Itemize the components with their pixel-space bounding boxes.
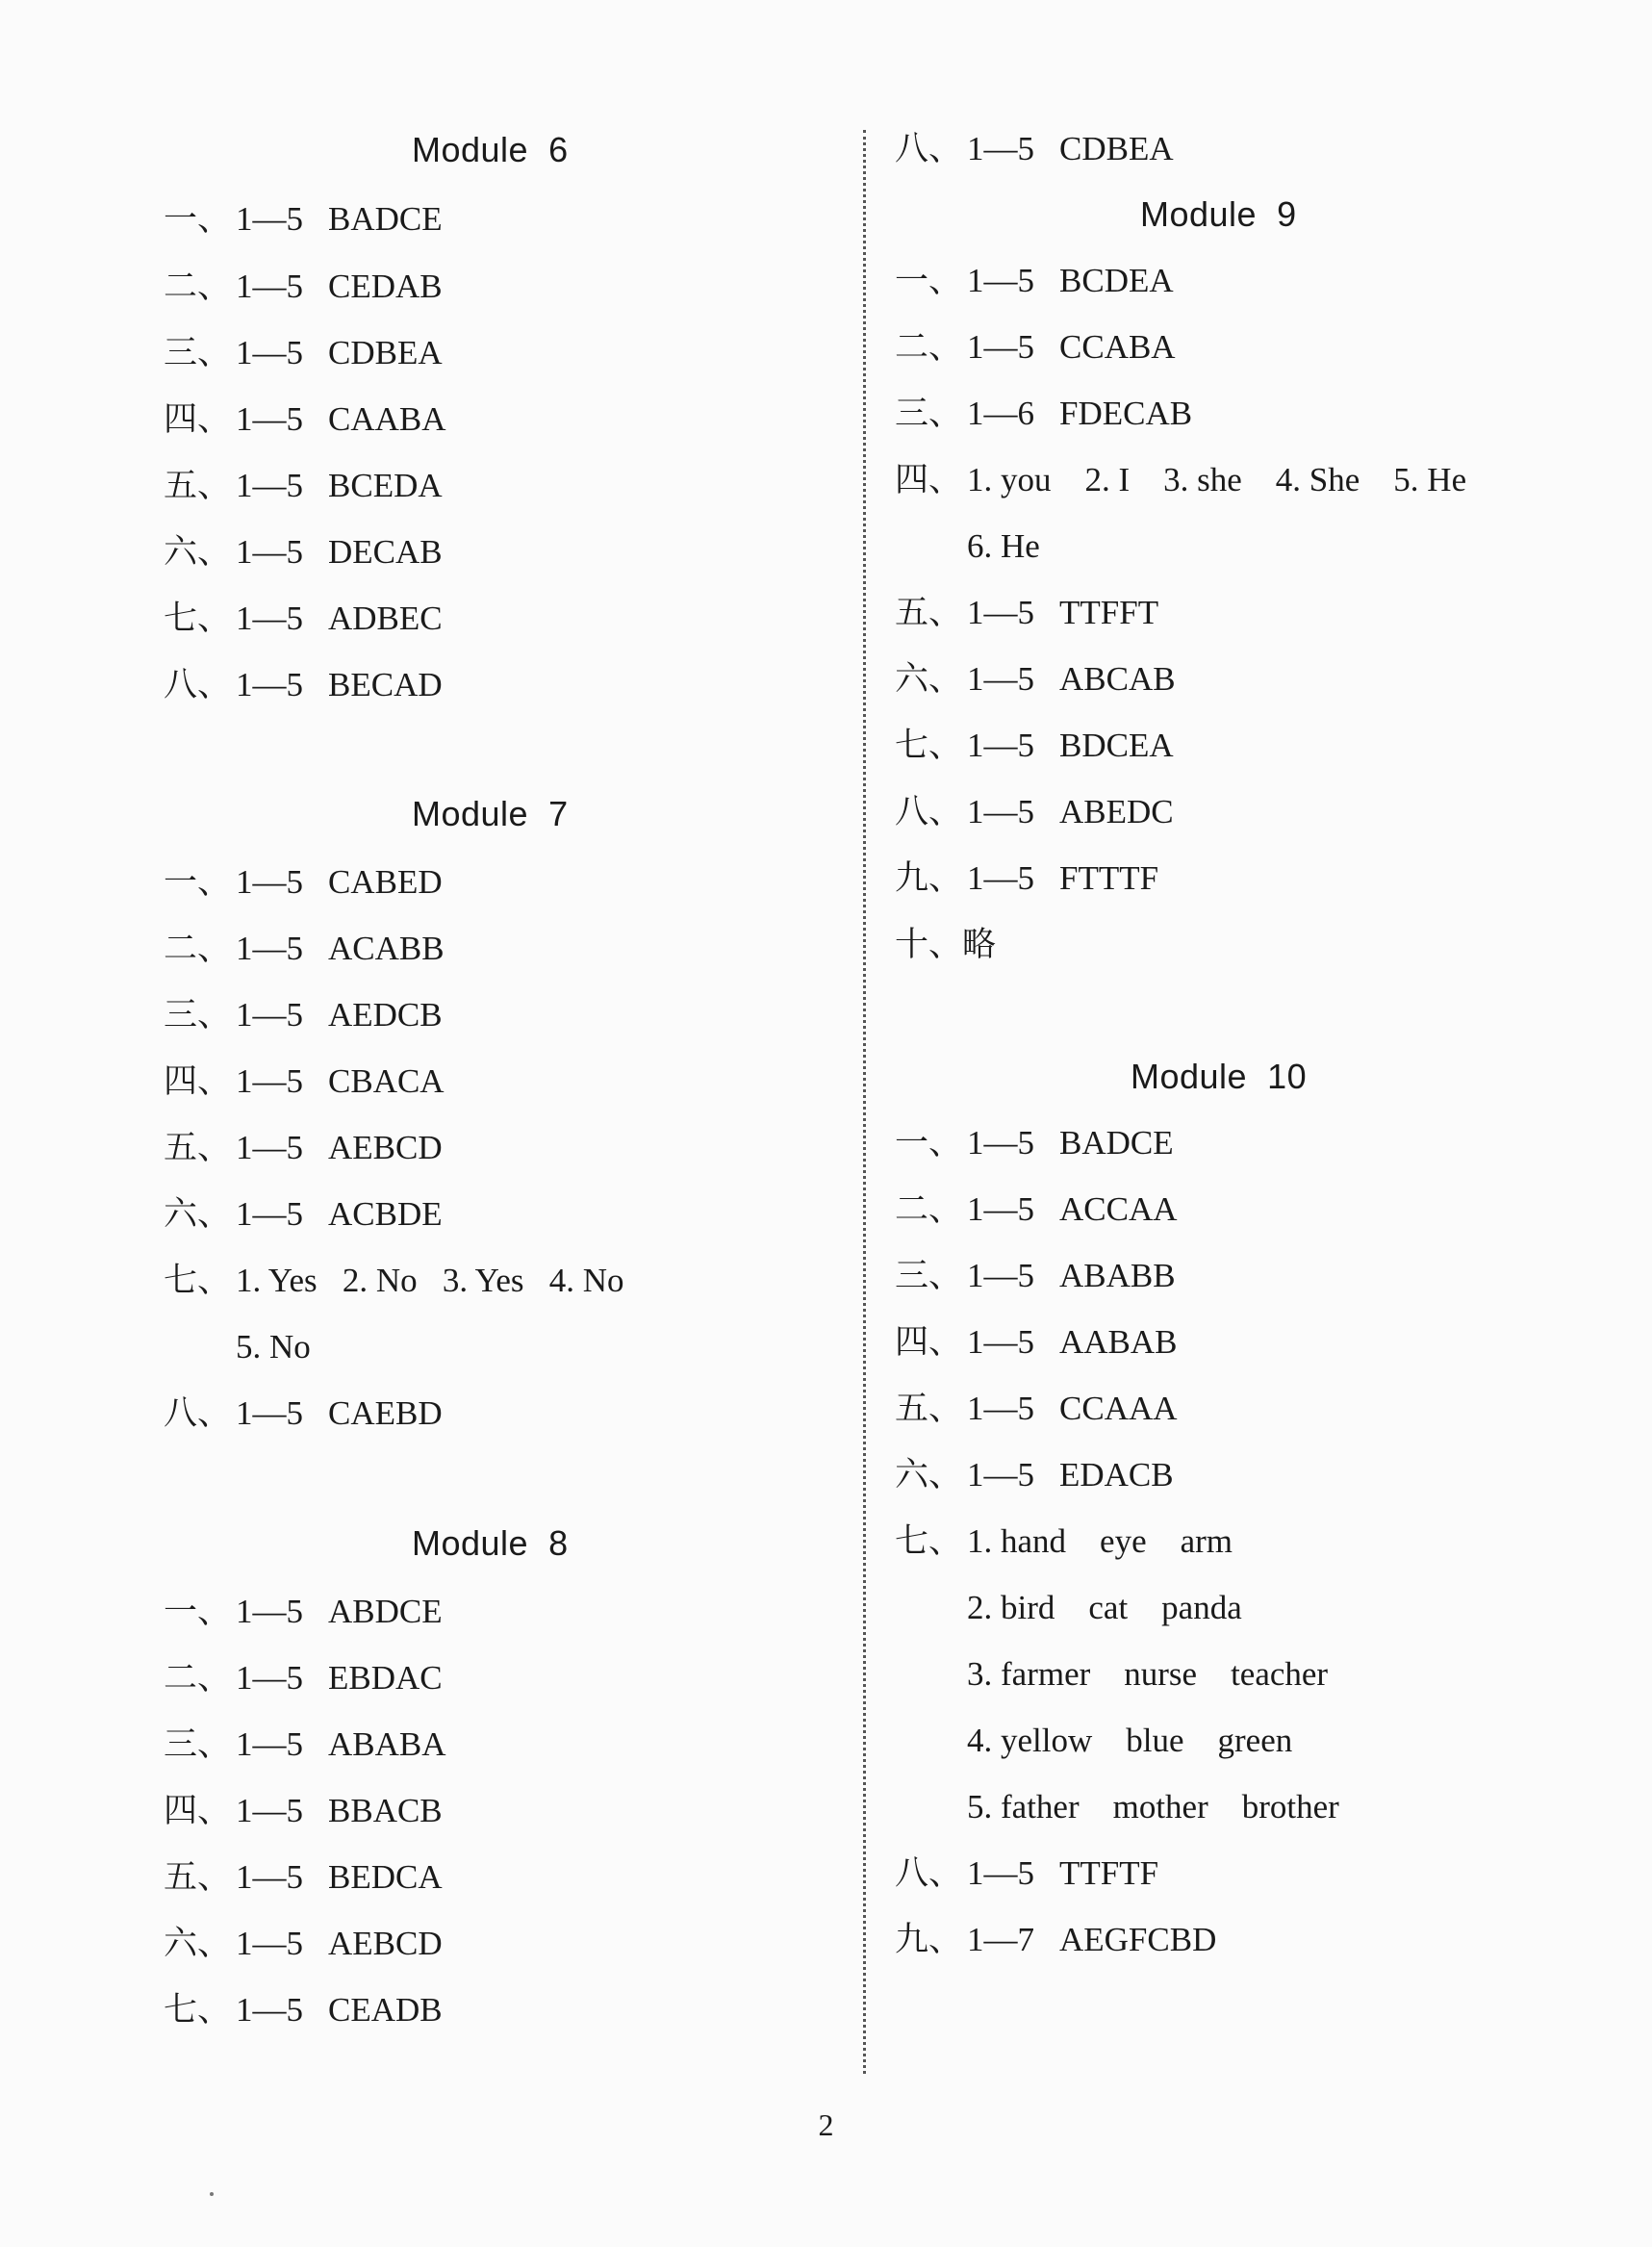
question-number: 七、 [895,1522,963,1560]
answer-text: ABDCE [328,1593,443,1630]
module-6-title: Module 6 [412,130,569,169]
answer-row: 十、略 [895,926,997,963]
question-number: 八、 [164,666,232,703]
question-number: 四、 [895,1323,963,1361]
decorative-dot [210,2192,214,2196]
answer-row [164,600,443,638]
answer-row [164,467,443,505]
question-number: 五、 [164,1858,232,1896]
answer-text: BEDCA [328,1858,443,1896]
answer-text: CCAAA [1059,1390,1178,1427]
question-range: 1—5 [967,859,1034,897]
answer-text: AEDCB [328,996,443,1034]
question-number: 四、 [164,400,232,438]
answer-text: CDBEA [328,334,443,371]
question-number: 四、 [895,461,963,498]
question-range: 1—5 [236,666,303,703]
question-number: 六、 [164,533,232,571]
question-number: 一、 [164,863,232,901]
question-range: 1—5 [236,1991,303,2029]
answer-row [895,594,1158,632]
question-number: 二、 [164,268,232,305]
answer-row [164,930,445,968]
question-number: 七、 [895,727,963,764]
answer-text: TTFFT [1059,594,1159,631]
question-range: 1—7 [967,1921,1034,1958]
question-number: 一、 [895,1124,963,1162]
answer-row [895,1456,1174,1494]
answer-row [164,1858,443,1897]
answer-row [895,1522,1233,1561]
answer-row [895,328,1176,367]
module-10-title: Module 10 [1131,1057,1308,1096]
answer-row [895,1854,1158,1893]
answer-row [895,1323,1178,1362]
question-range: 1—5 [967,262,1034,299]
answer-row [164,1593,443,1631]
answer-row [895,262,1174,300]
column-divider [863,130,866,2074]
answer-row [895,395,1192,433]
answer-text: BECAD [328,666,443,703]
answer-text: DECAB [328,533,443,571]
question-number: 六、 [164,1925,232,1962]
question-number: 九、 [895,859,963,897]
question-number: 二、 [164,930,232,967]
module-9-title: Module 9 [1140,194,1297,234]
question-range: 1—5 [236,1925,303,1962]
answer-row [895,1190,1178,1229]
question-number: 七、 [164,600,232,637]
answer-row [164,400,446,439]
question-number: 一、 [164,1593,232,1630]
question-number: 八、 [164,1394,232,1432]
answer-row [164,1062,445,1101]
answer-row [164,1925,443,1963]
answer-row [895,727,1174,765]
answer-row [164,996,443,1034]
page-number: 2 [818,2107,834,2142]
question-number: 二、 [895,1190,963,1228]
answer-row [895,1921,1216,1959]
question-range: 1—5 [236,533,303,571]
question-range: 1—5 [236,1858,303,1896]
answer-row [164,268,443,306]
answer-row [164,533,443,572]
answer-continuation: 5. No [236,1328,311,1366]
question-range: 1—5 [967,1456,1034,1494]
question-number: 七、 [164,1262,232,1299]
answer-row [164,1792,443,1830]
answer-text: ABEDC [1059,793,1174,830]
question-range: 1—5 [236,334,303,371]
answer-text: ADBEC [328,600,443,637]
answer-text: AEBCD [328,1129,443,1166]
question-range: 1—5 [236,200,303,238]
answer-text: CAEBD [328,1394,443,1432]
question-number: 六、 [164,1195,232,1233]
answer-continuation: 2. bird cat panda [967,1589,1242,1626]
answer-row [164,1394,443,1433]
question-range: 1—5 [236,400,303,438]
question-range: 1—5 [236,930,303,967]
answer-text: 1. Yes 2. No 3. Yes 4. No [236,1262,624,1299]
question-number: 一、 [895,262,963,299]
question-number: 五、 [164,1129,232,1166]
answer-text: AABAB [1059,1323,1178,1361]
answer-text: BBACB [328,1792,443,1829]
question-number: 四、 [164,1792,232,1829]
answer-text: FTTTF [1059,859,1159,897]
answer-row [164,1129,443,1167]
answer-row [164,334,443,372]
question-range: 1—5 [236,1593,303,1630]
question-number: 二、 [164,1659,232,1697]
question-range: 1—5 [967,1854,1034,1892]
module-7-title: Module 7 [412,794,569,833]
answer-text: EBDAC [328,1659,443,1697]
answer-text: CEDAB [328,268,443,305]
answer-row [895,660,1176,699]
question-range: 1—6 [967,395,1034,432]
answer-text: ACABB [328,930,445,967]
answer-text: FDECAB [1059,395,1193,432]
question-number: 三、 [895,1257,963,1294]
question-number: 八、 [895,793,963,830]
question-range: 1—5 [967,660,1034,698]
answer-text: 1. you 2. I 3. she 4. She 5. He [967,461,1467,498]
question-range: 1—5 [236,600,303,637]
module-8-title: Module 8 [412,1523,569,1563]
answer-text: AEGFCBD [1059,1921,1217,1958]
question-number: 五、 [895,594,963,631]
question-range: 1—5 [236,1129,303,1166]
question-number: 六、 [895,660,963,698]
answer-text: CAABA [328,400,446,438]
question-number: 三、 [164,1725,232,1763]
question-range: 1—5 [967,727,1034,764]
answer-row [164,1659,443,1698]
question-range: 1—5 [967,793,1034,830]
question-range: 1—5 [967,1190,1034,1228]
question-range: 1—5 [236,1659,303,1697]
answer-text: TTFTF [1059,1854,1159,1892]
question-number: 二、 [895,328,963,366]
question-range: 1—5 [967,1390,1034,1427]
answer-text: ABABA [328,1725,446,1763]
answer-text: ABCAB [1059,660,1176,698]
answer-text: CDBEA [1059,130,1174,167]
answer-continuation: 3. farmer nurse teacher [967,1655,1329,1693]
answer-text: CCABA [1059,328,1176,366]
question-number: 八、 [895,1854,963,1892]
answer-text: ABABB [1059,1257,1176,1294]
question-number: 九、 [895,1921,963,1958]
question-range: 1—5 [967,328,1034,366]
answer-text: CBACA [328,1062,445,1100]
question-number: 三、 [895,395,963,432]
answer-row [164,1725,446,1764]
answer-row [895,793,1174,831]
question-range: 1—5 [967,594,1034,631]
question-number: 八、 [895,130,963,167]
question-range: 1—5 [236,1792,303,1829]
answer-row [895,1257,1176,1295]
question-range: 1—5 [967,1124,1034,1162]
answer-row [164,666,443,704]
question-range: 1—5 [236,1394,303,1432]
answer-text: BCEDA [328,467,443,504]
answer-text: CEADB [328,1991,443,2029]
answer-continuation: 6. He [967,527,1040,565]
question-range: 1—5 [967,1257,1034,1294]
answer-row [164,200,443,239]
answer-row [164,863,443,902]
question-number: 四、 [164,1062,232,1100]
answer-text: ACCAA [1059,1190,1178,1228]
answer-text: BDCEA [1059,727,1174,764]
answer-text: EDACB [1059,1456,1174,1494]
answer-row [895,461,1466,499]
question-range: 1—5 [236,268,303,305]
answer-row [895,1124,1174,1162]
answer-text: AEBCD [328,1925,443,1962]
answer-row [895,859,1158,898]
question-number: 五、 [164,467,232,504]
answer-text: BCDEA [1059,262,1174,299]
answer-row [895,130,1174,168]
question-range: 1—5 [967,1323,1034,1361]
answer-row [164,1195,443,1234]
question-number: 一、 [164,200,232,238]
answer-continuation: 4. yellow blue green [967,1722,1293,1759]
answer-text: BADCE [328,200,443,238]
question-range: 1—5 [236,996,303,1034]
question-number: 五、 [895,1390,963,1427]
question-number: 六、 [895,1456,963,1494]
answer-row [895,1390,1178,1428]
question-number: 七、 [164,1991,232,2029]
question-range: 1—5 [236,1725,303,1763]
question-number: 三、 [164,334,232,371]
question-range: 1—5 [236,467,303,504]
answer-row [164,1991,443,2030]
question-range: 1—5 [967,130,1034,167]
answer-text: BADCE [1059,1124,1174,1162]
question-range: 1—5 [236,863,303,901]
question-range: 1—5 [236,1195,303,1233]
answer-text: CABED [328,863,443,901]
answer-row [164,1262,624,1300]
answer-text: 1. hand eye arm [967,1522,1233,1560]
question-number: 三、 [164,996,232,1034]
answer-continuation: 5. father mother brother [967,1788,1339,1826]
answer-text: ACBDE [328,1195,443,1233]
question-range: 1—5 [236,1062,303,1100]
